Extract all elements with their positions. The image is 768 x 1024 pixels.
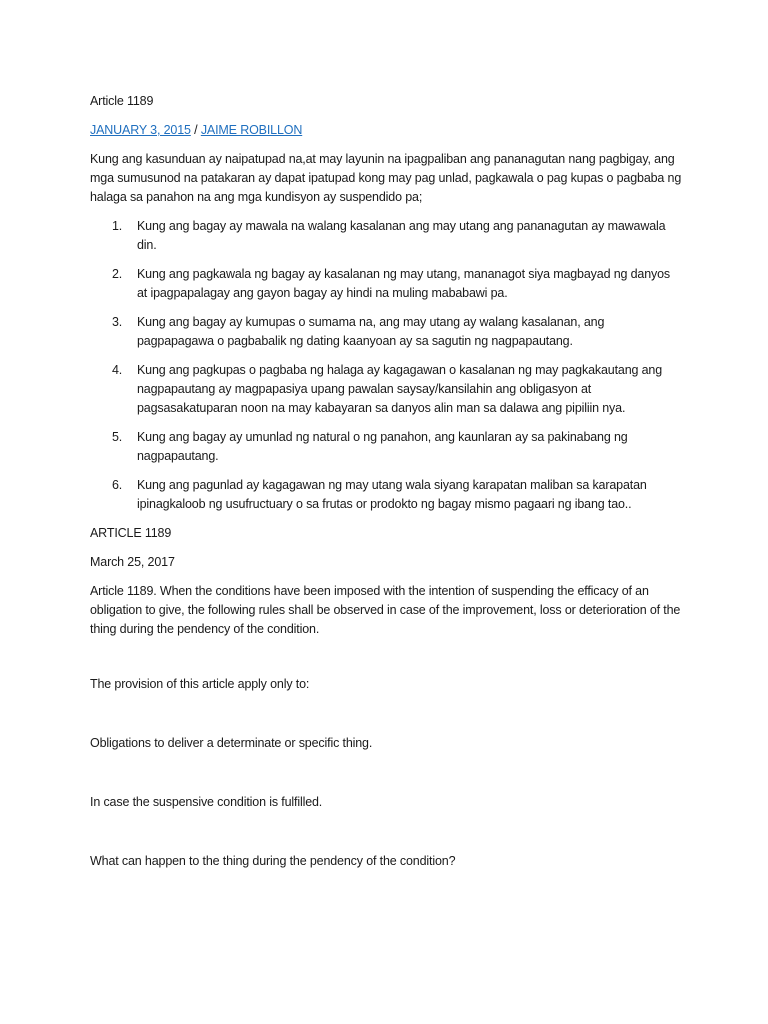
provision-text: The provision of this article apply only to: xyxy=(90,677,310,691)
list-item xyxy=(90,265,682,303)
document-page xyxy=(90,92,682,881)
list-item xyxy=(90,313,682,351)
obligations-text: Obligations to deliver a determinate or specific thing. xyxy=(90,736,373,750)
list-number: 3. xyxy=(112,315,123,329)
list-item xyxy=(90,217,682,255)
list-item xyxy=(90,476,682,514)
list-number: 6. xyxy=(112,478,123,492)
list-text: Kung ang bagay ay kumupas o sumama na, ang may utang ay walang kasalanan, ang pagpapagawa o pagbabalik ng dating kaanyoan ay sa sagutin ng nagpapautang. xyxy=(137,315,605,348)
list-number: 2. xyxy=(112,267,123,281)
article-title: Article 1189 xyxy=(90,94,154,108)
list-item xyxy=(90,428,682,466)
author-link[interactable]: JAIME ROBILLON xyxy=(200,123,303,137)
list-text: Kung ang bagay ay mawala na walang kasalanan ang may utang ang pananagutan ay mawawala din. xyxy=(137,219,666,252)
list-text: Kung ang pagunlad ay kagagawan ng may utang wala siyang karapatan maliban sa karapatan ipinagkaloob ng usufructuary o sa frutas or prodokto ng bagay mismo pagaari ng ibang tao.. xyxy=(137,478,647,511)
suspensive-text: In case the suspensive condition is fulfilled. xyxy=(90,795,323,809)
byline xyxy=(90,121,682,140)
question-text: What can happen to the thing during the pendency of the condition? xyxy=(90,854,456,868)
date-link[interactable]: JANUARY 3, 2015 xyxy=(90,123,191,137)
section-heading: ARTICLE 1189 xyxy=(90,526,172,540)
byline-separator: / xyxy=(194,123,198,137)
list-number: 4. xyxy=(112,363,123,377)
list-number: 1. xyxy=(112,219,123,233)
section-date: March 25, 2017 xyxy=(90,555,175,569)
list-text: Kung ang pagkupas o pagbaba ng halaga ay kagagawan o kasalanan ng may pagkakautang ang nagpapautang ay magpapasiya upang pawalan saysay/kansilahin ang obligasyon at pagsasakatuparan noon na may kabayaran sa danyos alin man sa dalawa ang pipiliin nya. xyxy=(137,363,663,415)
intro-paragraph: Kung ang kasunduan ay naipatupad na,at may layunin na ipagpaliban ang pananagutan nang pagbigay, ang mga sumusunod na patakaran ay dapat ipatupad kong may pag unlad, pagkawala o pag kupas o pagbaba ng halaga sa panahon na ang mga kundisyon ay suspendido pa; xyxy=(90,152,682,204)
list-number: 5. xyxy=(112,430,123,444)
list-text: Kung ang pagkawala ng bagay ay kasalanan ng may utang, mananagot siya magbayad ng danyos at ipagpapalagay ang gayon bagay ay hindi na muling mababawi pa. xyxy=(137,267,671,300)
list-item xyxy=(90,361,682,418)
section-body: Article 1189. When the conditions have been imposed with the intention of suspending the efficacy of an obligation to give, the following rules shall be observed in case of the improvement, loss or deterioration of the thing during the pendency of the condition. xyxy=(90,584,681,636)
list-text: Kung ang bagay ay umunlad ng natural o ng panahon, ang kaunlaran ay sa pakinabang ng nagpapautang. xyxy=(137,430,628,463)
numbered-list xyxy=(90,217,682,514)
